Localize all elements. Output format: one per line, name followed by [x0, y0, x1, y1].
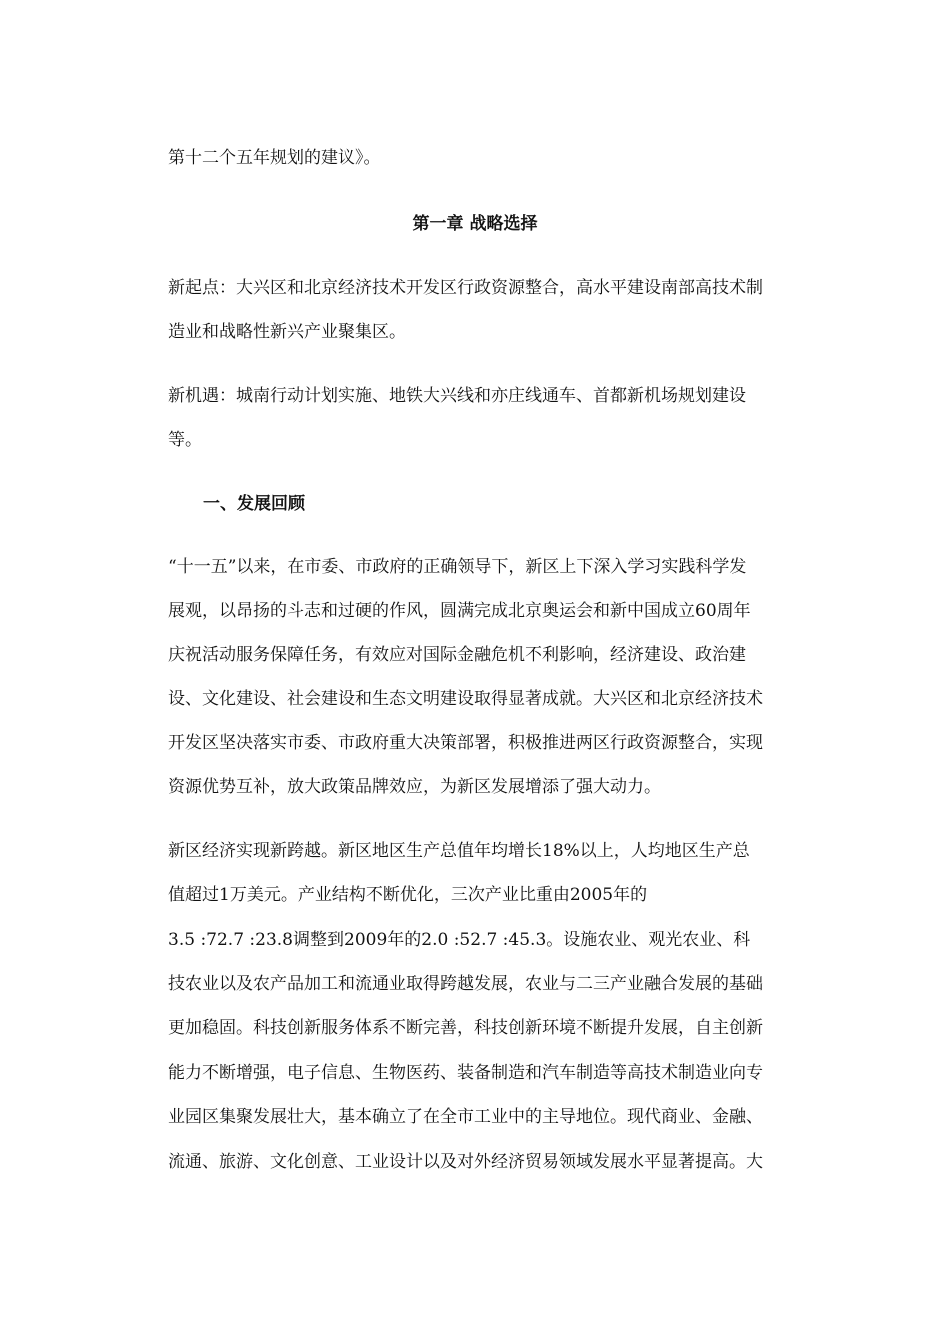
paragraph-line: 新区经济实现新跨越。新区地区生产总值年均增长18%以上，人均地区生产总: [168, 841, 750, 861]
paragraph-line: 业园区集聚发展壮大，基本确立了在全市工业中的主导地位。现代商业、金融、: [168, 1107, 763, 1127]
paragraph-line: 值超过1万美元。产业结构不断优化，三次产业比重由2005年的: [168, 885, 648, 905]
paragraph-line: 新机遇：城南行动计划实施、地铁大兴线和亦庄线通车、首都新机场规划建设: [168, 386, 746, 406]
paragraph-line: 开发区坚决落实市委、市政府重大决策部署，积极推进两区行政资源整合，实现: [168, 733, 763, 753]
paragraph-line: 第十二个五年规划的建议》。: [168, 148, 381, 168]
paragraph-line: 资源优势互补，放大政策品牌效应，为新区发展增添了强大动力。: [168, 777, 661, 797]
paragraph-line: 庆祝活动服务保障任务，有效应对国际金融危机不利影响，经济建设、政治建: [168, 645, 746, 665]
paragraph-line: 展观，以昂扬的斗志和过硬的作风，圆满完成北京奥运会和新中国成立60周年: [168, 601, 751, 621]
paragraph-line: 造业和战略性新兴产业聚集区。: [168, 322, 406, 342]
paragraph-line: 设、文化建设、社会建设和生态文明建设取得显著成就。大兴区和北京经济技术: [168, 689, 763, 709]
paragraph-line: 技农业以及农产品加工和流通业取得跨越发展，农业与二三产业融合发展的基础: [168, 974, 763, 994]
paragraph-line: 流通、旅游、文化创意、工业设计以及对外经济贸易领域发展水平显著提高。大: [168, 1152, 763, 1172]
paragraph-line: 等。: [168, 430, 202, 450]
paragraph-line: 更加稳固。科技创新服务体系不断完善，科技创新环境不断提升发展，自主创新: [168, 1018, 763, 1038]
paragraph-line: 3.5 :72.7 :23.8调整到2009年的2.0 :52.7 :45.3。设施农业、观光农业、科: [168, 930, 751, 950]
paragraph-line: 能力不断增强，电子信息、生物医药、装备制造和汽车制造等高技术制造业向专: [168, 1063, 763, 1083]
chapter-title: 第一章 战略选择: [412, 214, 538, 234]
paragraph-line: 新起点：大兴区和北京经济技术开发区行政资源整合，高水平建设南部高技术制: [168, 278, 763, 298]
section-heading: 一、发展回顾: [203, 494, 305, 514]
paragraph-line: “十一五”以来，在市委、市政府的正确领导下，新区上下深入学习实践科学发: [168, 557, 747, 577]
